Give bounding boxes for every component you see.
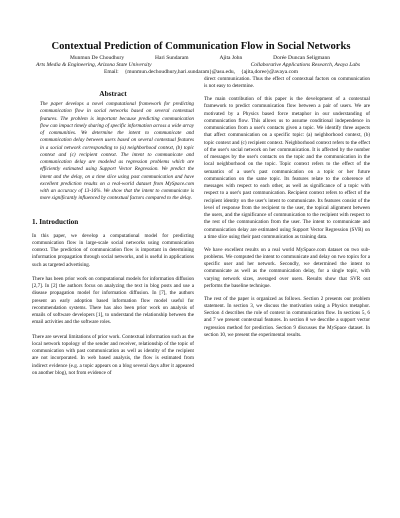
abstract-text: The paper develops a novel computational framework for predicting communication flow in social networks based on several contextual features. The problem is important because predicting communication flow can impact timely sharing of specific information across a wide array of communities. We determine the intent to communicate and communication delay between users based on several contextual features in a social network corresponding to (a) neighborhood context, (b) topic context and (c) recipient context. The intent to communicate and communication delay are modeled as regression problems which are efficiently estimated using Support Vector Regression. We predict the intent and the delay, on a time slice using past communication and have excellent prediction results on a real-world dataset from MySpace.com with an accuracy of 13-16%. We show that the intent to communicate is more significantly influenced by contextual factors compared to the delay.: [40, 101, 194, 202]
paragraph: There are several limitations of prior work. Contextual information such as the local network topology of the sender and receiver, relationship of the topic of communication with past communication as well as identity of the recipient are not incorporated. In web based analysis, the flow is estimated from indirect evidence (e.g. a topic appears on a blog several days after it appeared on another blog), not from evidence of: [32, 333, 194, 376]
author-4: Dorée Duncan Seligmann: [273, 55, 330, 61]
author-2: Hari Sundaram: [155, 55, 189, 61]
author-3: Ajita John: [219, 55, 243, 61]
email-1[interactable]: {munmun.dechoudhury,hari.sundaram}@asu.edu,: [124, 69, 235, 75]
author-names: [32, 55, 370, 62]
paragraph: The main contribution of this paper is the development of a contextual framework to predict communication flow between a pair of users. We are motivated by a Physics based force metaphor in our understanding of communication flow. This allows us to assume conditional independence in communication from a user's contacts given a topic. We identify three aspects that affect communication on a specific topic: (a) neighborhood context, (b) topic context and (c) recipient context. Neighborhood context refers to the effect of the user's social network on her communication. It is affected by the number of messages by the user's contacts on the topic and the communication in the local neighborhood on the topic. Topic context refers to the effect of the semantics of a user's past communication on a topic or her future communication on the same topic. Its features relate to the coherence of messages with respect to each other, as well as significance of a topic with respect to a user's past communication. Recipient context refers to effect of the recipient identity on the user's intent to communicate. Its features consist of the level of response from the recipient to the user, the topical alignment between the users, and the significance of communication to the recipient with respect to the rest of the communication from the user. The intent to communicate and communication delay are estimated using Support Vector Regression (SVR) on a time slice using their past communication as training data.: [204, 96, 370, 240]
paper-title: Contextual Prediction of Communication Flow in Social Networks: [51, 41, 351, 52]
email-2[interactable]: {ajita,doree}@avaya.com: [240, 69, 299, 75]
paragraph: The rest of the paper is organized as follows. Section 2 presents our problem statement. In section 3, we discuss the motivation using a Physics metaphor. Section 4 describes the role of context in communication flow. In sections 5, 6 and 7 we present contextual features. In section 8 we describe a support vector regression method for prediction. Section 9 discusses the MySpace dataset. In section 10, we present the experimental results.: [204, 295, 370, 338]
paragraph: In this paper, we develop a computational model for predicting communication flow in large-scale social networks using communication context. The prediction of communication flow is important in determining information propagation through social networks, and is useful in applications such as targeted advertising.: [32, 232, 194, 268]
paragraph: There has been prior work on computational models for information diffusion [2,7]. In [2] the authors focus on analyzing the text in blog posts and use a disease propagation model for information diffusion. In [7], the authors present an early adoption based information flow model useful for recommendation systems. There has also been prior work on analysis of emails of software developers [1], to understand the relationship between the email activities and the software roles.: [32, 275, 194, 326]
two-column-body: [32, 76, 370, 384]
left-column: [32, 89, 194, 384]
abstract-heading: Abstract: [99, 89, 127, 98]
right-column: [204, 76, 370, 384]
author-affiliations: [32, 62, 370, 69]
author-emails: [32, 69, 370, 76]
paragraph: direct communication. Thus the effect of contextual factors on communication is not easy to determine.: [204, 76, 370, 90]
affiliation-1: Arts Media & Engineering, Arizona State University: [36, 62, 152, 68]
affiliation-2: Collaborative Applications Research, Avaya Labs: [250, 62, 360, 68]
section-heading-introduction: 1. Introduction: [32, 217, 79, 226]
email-label: Email:: [103, 69, 119, 75]
author-1: Munmun De Choudhury: [70, 55, 125, 61]
paragraph: We have excellent results on a real world MySpace.com dataset on two sub-problems. We computed the intent to communicate and delay on two topics for a specific user and her network. Secondly, we determined the intent to communicate as well as the communication delay, for a single topic, with varying network sizes, averaged over users. Results show that SVR out performs the baseline technique.: [204, 246, 370, 289]
